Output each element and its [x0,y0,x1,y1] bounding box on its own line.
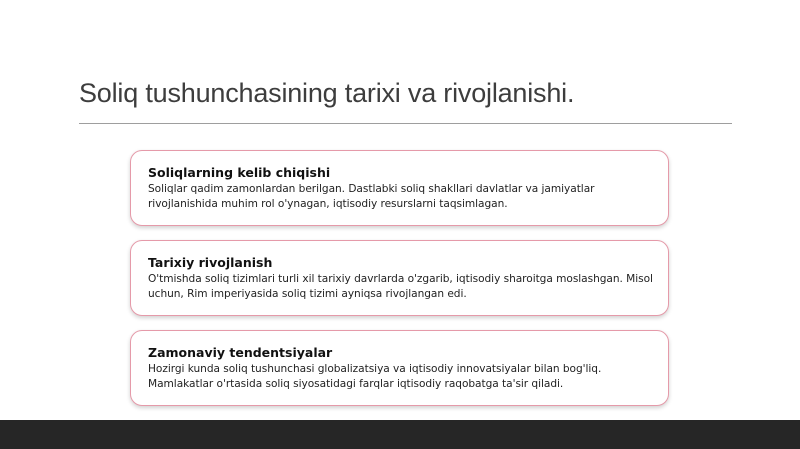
info-card-origins [130,150,669,226]
slide-title: Soliq tushunchasining tarixi va rivojlanishi. [79,78,575,108]
card-text: Hozirgi kunda soliq tushunchasi globalizatsiya va iqtisodiy innovatsiyalar bilan bog'liq. Mamlakatlar o'rtasida soliq siyosatidagi farqlar iqtisodiy raqobatga ta'sir qiladi. [148,363,602,390]
info-card-trends [130,330,669,406]
card-heading: Tarixiy rivojlanish [148,255,273,270]
presentation-bottom-bar [0,420,800,449]
card-text: O'tmishda soliq tizimlari turli xil tarixiy davrlarda o'zgarib, iqtisodiy sharoitga moslashgan. Misol uchun, Rim imperiyasida soliq tizimi ayniqsa rivojlangan edi. [148,273,653,300]
card-heading: Zamonaviy tendentsiyalar [148,345,333,360]
title-divider [79,123,732,124]
card-heading: Soliqlarning kelib chiqishi [148,165,331,180]
card-text: Soliqlar qadim zamonlardan berilgan. Dastlabki soliq shakllari davlatlar va jamiyatlar rivojlanishida muhim rol o'ynagan, iqtisodiy resurslarni taqsimlagan. [148,183,595,210]
info-card-history [130,240,669,316]
